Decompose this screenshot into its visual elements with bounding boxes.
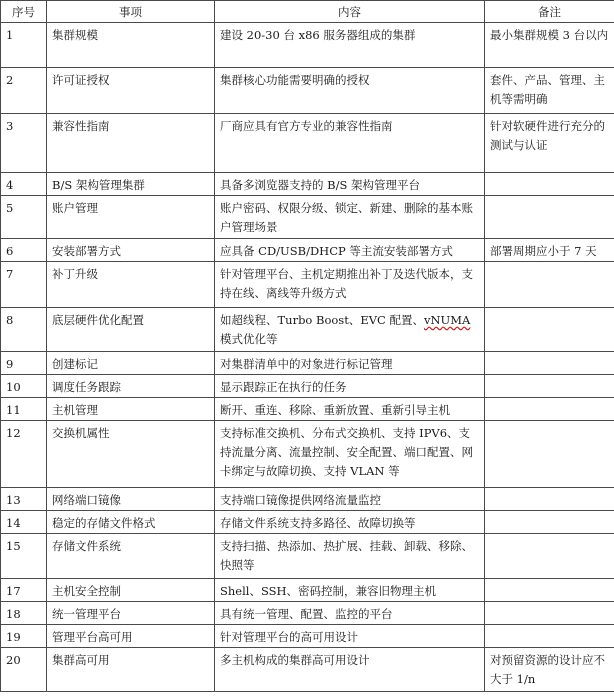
row-no: 5 bbox=[1, 196, 47, 239]
row-content: 具有统一管理、配置、监控的平台 bbox=[215, 602, 485, 625]
row-item: 底层硬件优化配置 bbox=[47, 308, 215, 352]
row-note bbox=[485, 173, 614, 196]
row-note bbox=[485, 602, 614, 625]
row-item: 补丁升级 bbox=[47, 262, 215, 308]
row-note bbox=[485, 196, 614, 239]
row-item: 创建标记 bbox=[47, 352, 215, 375]
row-content: 建设 20-30 台 x86 服务器组成的集群 bbox=[215, 23, 485, 68]
row-note bbox=[485, 488, 614, 511]
row-no: 13 bbox=[1, 488, 47, 511]
row-item: 存储文件系统 bbox=[47, 534, 215, 579]
table-row bbox=[1, 625, 614, 648]
table-row bbox=[1, 602, 614, 625]
row-item: 管理平台高可用 bbox=[47, 625, 215, 648]
row-note: 针对软硬件进行充分的测试与认证 bbox=[485, 114, 614, 173]
row-no: 15 bbox=[1, 534, 47, 579]
header-content: 内容 bbox=[215, 1, 485, 23]
row-item: 安装部署方式 bbox=[47, 239, 215, 262]
row-item: 主机管理 bbox=[47, 398, 215, 421]
row-note: 最小集群规模 3 台以内 bbox=[485, 23, 614, 68]
table-row bbox=[1, 239, 614, 262]
row-no: 19 bbox=[1, 625, 47, 648]
table-row bbox=[1, 534, 614, 579]
row-item: 许可证授权 bbox=[47, 68, 215, 114]
spellcheck-flagged-word: vNUMA bbox=[424, 313, 471, 327]
row-item: 网络端口镜像 bbox=[47, 488, 215, 511]
row-item: 主机安全控制 bbox=[47, 579, 215, 602]
table-row bbox=[1, 23, 614, 68]
row-note bbox=[485, 352, 614, 375]
row-item: 兼容性指南 bbox=[47, 114, 215, 173]
row-item: 调度任务跟踪 bbox=[47, 375, 215, 398]
row-no: 9 bbox=[1, 352, 47, 375]
row-content: 支持扫描、热添加、热扩展、挂载、卸载、移除、快照等 bbox=[215, 534, 485, 579]
row-content: 对集群清单中的对象进行标记管理 bbox=[215, 352, 485, 375]
row-note bbox=[485, 398, 614, 421]
row-no: 17 bbox=[1, 579, 47, 602]
row-note bbox=[485, 308, 614, 352]
table-row bbox=[1, 375, 614, 398]
table-row bbox=[1, 398, 614, 421]
row-item: B/S 架构管理集群 bbox=[47, 173, 215, 196]
table-row bbox=[1, 173, 614, 196]
row-item: 集群高可用 bbox=[47, 648, 215, 692]
row-no: 6 bbox=[1, 239, 47, 262]
row-note: 套件、产品、管理、主机等需明确 bbox=[485, 68, 614, 114]
row-no: 10 bbox=[1, 375, 47, 398]
row-no: 14 bbox=[1, 511, 47, 534]
row-no: 1 bbox=[1, 23, 47, 68]
row-item: 稳定的存储文件格式 bbox=[47, 511, 215, 534]
row-content: 针对管理平台、主机定期推出补丁及迭代版本，支持在线、离线等升级方式 bbox=[215, 262, 485, 308]
row-content: 应具备 CD/USB/DHCP 等主流安装部署方式 bbox=[215, 239, 485, 262]
row-note bbox=[485, 375, 614, 398]
row-content: 存储文件系统支持多路径、故障切换等 bbox=[215, 511, 485, 534]
row-note bbox=[485, 534, 614, 579]
table-row bbox=[1, 511, 614, 534]
row-content: 厂商应具有官方专业的兼容性指南 bbox=[215, 114, 485, 173]
row-content: 断开、重连、移除、重新放置、重新引导主机 bbox=[215, 398, 485, 421]
row-no: 20 bbox=[1, 648, 47, 692]
header-note: 备注 bbox=[485, 1, 614, 23]
row-note bbox=[485, 579, 614, 602]
content-part: 模式优化等 bbox=[220, 332, 278, 346]
row-note: 部署周期应小于 7 天 bbox=[485, 239, 614, 262]
row-no: 3 bbox=[1, 114, 47, 173]
row-content: 账户密码、权限分级、锁定、新建、删除的基本账户管理场景 bbox=[215, 196, 485, 239]
row-no: 7 bbox=[1, 262, 47, 308]
header-row bbox=[1, 1, 614, 23]
row-content: 具备多浏览器支持的 B/S 架构管理平台 bbox=[215, 173, 485, 196]
row-no: 18 bbox=[1, 602, 47, 625]
header-item: 事项 bbox=[47, 1, 215, 23]
row-note bbox=[485, 262, 614, 308]
row-no: 12 bbox=[1, 421, 47, 488]
header-no: 序号 bbox=[1, 1, 47, 23]
table-row bbox=[1, 308, 614, 352]
row-item: 统一管理平台 bbox=[47, 602, 215, 625]
row-content: 集群核心功能需要明确的授权 bbox=[215, 68, 485, 114]
row-item: 集群规模 bbox=[47, 23, 215, 68]
row-item: 交换机属性 bbox=[47, 421, 215, 488]
row-content: 多主机构成的集群高可用设计 bbox=[215, 648, 485, 692]
row-content: 支持标准交换机、分布式交换机、支持 IPV6、支持流量分离、流量控制、安全配置、端口配置、网卡绑定与故障切换、支持 VLAN 等 bbox=[215, 421, 485, 488]
row-no: 2 bbox=[1, 68, 47, 114]
table-row bbox=[1, 68, 614, 114]
row-content: Shell、SSH、密码控制，兼容旧物理主机 bbox=[215, 579, 485, 602]
row-note bbox=[485, 421, 614, 488]
row-no: 4 bbox=[1, 173, 47, 196]
table-row bbox=[1, 488, 614, 511]
row-content: 针对管理平台的高可用设计 bbox=[215, 625, 485, 648]
row-note bbox=[485, 511, 614, 534]
row-content: 显示跟踪正在执行的任务 bbox=[215, 375, 485, 398]
table-row bbox=[1, 648, 614, 692]
row-content bbox=[215, 308, 485, 352]
table-row bbox=[1, 114, 614, 173]
row-no: 11 bbox=[1, 398, 47, 421]
row-content: 支持端口镜像提供网络流量监控 bbox=[215, 488, 485, 511]
table-row bbox=[1, 579, 614, 602]
row-item: 账户管理 bbox=[47, 196, 215, 239]
row-note: 对预留资源的设计应不大于 1/n bbox=[485, 648, 614, 692]
row-note bbox=[485, 625, 614, 648]
table-row bbox=[1, 352, 614, 375]
table-row bbox=[1, 421, 614, 488]
content-part: 如超线程、Turbo Boost、EVC 配置、 bbox=[220, 313, 424, 327]
row-no: 8 bbox=[1, 308, 47, 352]
table-row bbox=[1, 262, 614, 308]
table-row bbox=[1, 196, 614, 239]
